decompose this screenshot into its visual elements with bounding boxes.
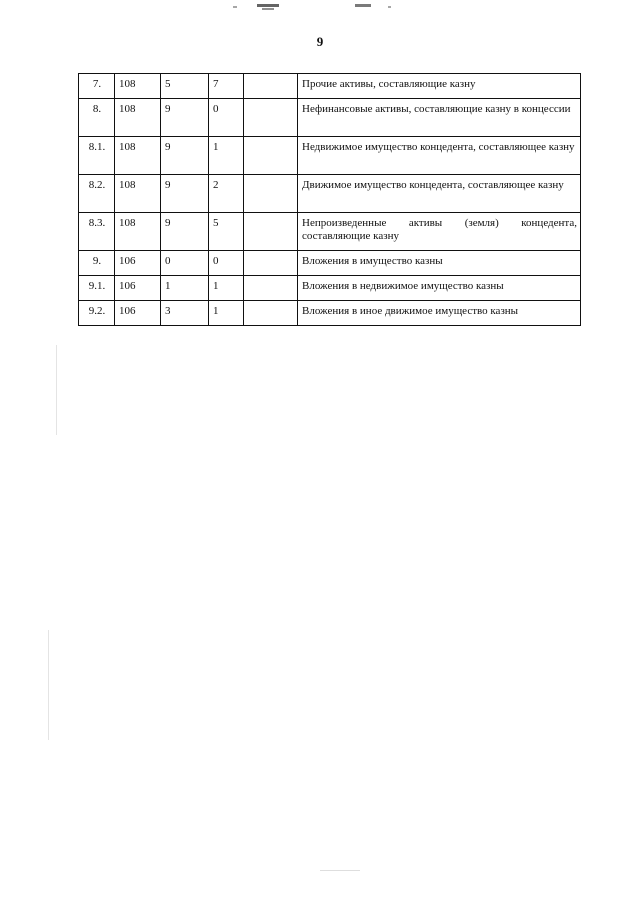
analytic-code-cell: [244, 137, 298, 175]
analytic-code-cell: [244, 276, 298, 301]
scan-artifact: [257, 4, 279, 7]
account-code-cell: 106: [115, 276, 161, 301]
account-code-cell: 108: [115, 99, 161, 137]
description-cell: Вложения в недвижимое имущество казны: [298, 276, 581, 301]
analytic-code-cell: [244, 175, 298, 213]
scan-artifact: [56, 345, 57, 435]
account-code-cell: 108: [115, 137, 161, 175]
group-code-cell: 5: [161, 74, 209, 99]
row-number-cell: 8.1.: [79, 137, 115, 175]
scan-artifact: [320, 870, 360, 871]
table-row: [79, 301, 581, 326]
subgroup-code-cell: 0: [209, 99, 244, 137]
subgroup-code-cell: 1: [209, 301, 244, 326]
subgroup-code-cell: 5: [209, 213, 244, 251]
row-number-cell: 8.: [79, 99, 115, 137]
scan-artifact: [233, 6, 237, 8]
row-number-cell: 8.2.: [79, 175, 115, 213]
table-row: [79, 74, 581, 99]
account-code-cell: 108: [115, 175, 161, 213]
subgroup-code-cell: 0: [209, 251, 244, 276]
analytic-code-cell: [244, 74, 298, 99]
subgroup-code-cell: 2: [209, 175, 244, 213]
account-code-cell: 106: [115, 251, 161, 276]
table-row: [79, 251, 581, 276]
accounts-table-body: [79, 74, 581, 326]
row-number-cell: 9.: [79, 251, 115, 276]
scan-artifact: [262, 8, 274, 10]
account-code-cell: 106: [115, 301, 161, 326]
description-cell: Недвижимое имущество концедента, составляющее казну: [298, 137, 581, 175]
account-code-cell: 108: [115, 213, 161, 251]
group-code-cell: 3: [161, 301, 209, 326]
scan-artifact: [48, 630, 49, 740]
group-code-cell: 9: [161, 175, 209, 213]
table-row: [79, 175, 581, 213]
description-cell: Непроизведенные активы (земля) концедента, составляющие казну: [298, 213, 581, 251]
analytic-code-cell: [244, 301, 298, 326]
row-number-cell: 9.1.: [79, 276, 115, 301]
row-number-cell: 8.3.: [79, 213, 115, 251]
description-cell: Прочие активы, составляющие казну: [298, 74, 581, 99]
subgroup-code-cell: 1: [209, 276, 244, 301]
page-number: 9: [316, 34, 324, 49]
description-cell: Вложения в имущество казны: [298, 251, 581, 276]
accounts-table: [78, 73, 581, 326]
group-code-cell: 1: [161, 276, 209, 301]
description-cell: Нефинансовые активы, составляющие казну в концессии: [298, 99, 581, 137]
table-row: [79, 99, 581, 137]
group-code-cell: 9: [161, 213, 209, 251]
scan-artifact: [355, 4, 371, 7]
row-number-cell: 9.2.: [79, 301, 115, 326]
group-code-cell: 9: [161, 99, 209, 137]
analytic-code-cell: [244, 213, 298, 251]
group-code-cell: 9: [161, 137, 209, 175]
description-cell: Движимое имущество концедента, составляющее казну: [298, 175, 581, 213]
subgroup-code-cell: 7: [209, 74, 244, 99]
row-number-cell: 7.: [79, 74, 115, 99]
group-code-cell: 0: [161, 251, 209, 276]
table-row: [79, 213, 581, 251]
analytic-code-cell: [244, 251, 298, 276]
description-cell: Вложения в иное движимое имущество казны: [298, 301, 581, 326]
subgroup-code-cell: 1: [209, 137, 244, 175]
account-code-cell: 108: [115, 74, 161, 99]
table-row: [79, 276, 581, 301]
scan-artifact: [388, 6, 391, 8]
analytic-code-cell: [244, 99, 298, 137]
table-row: [79, 137, 581, 175]
